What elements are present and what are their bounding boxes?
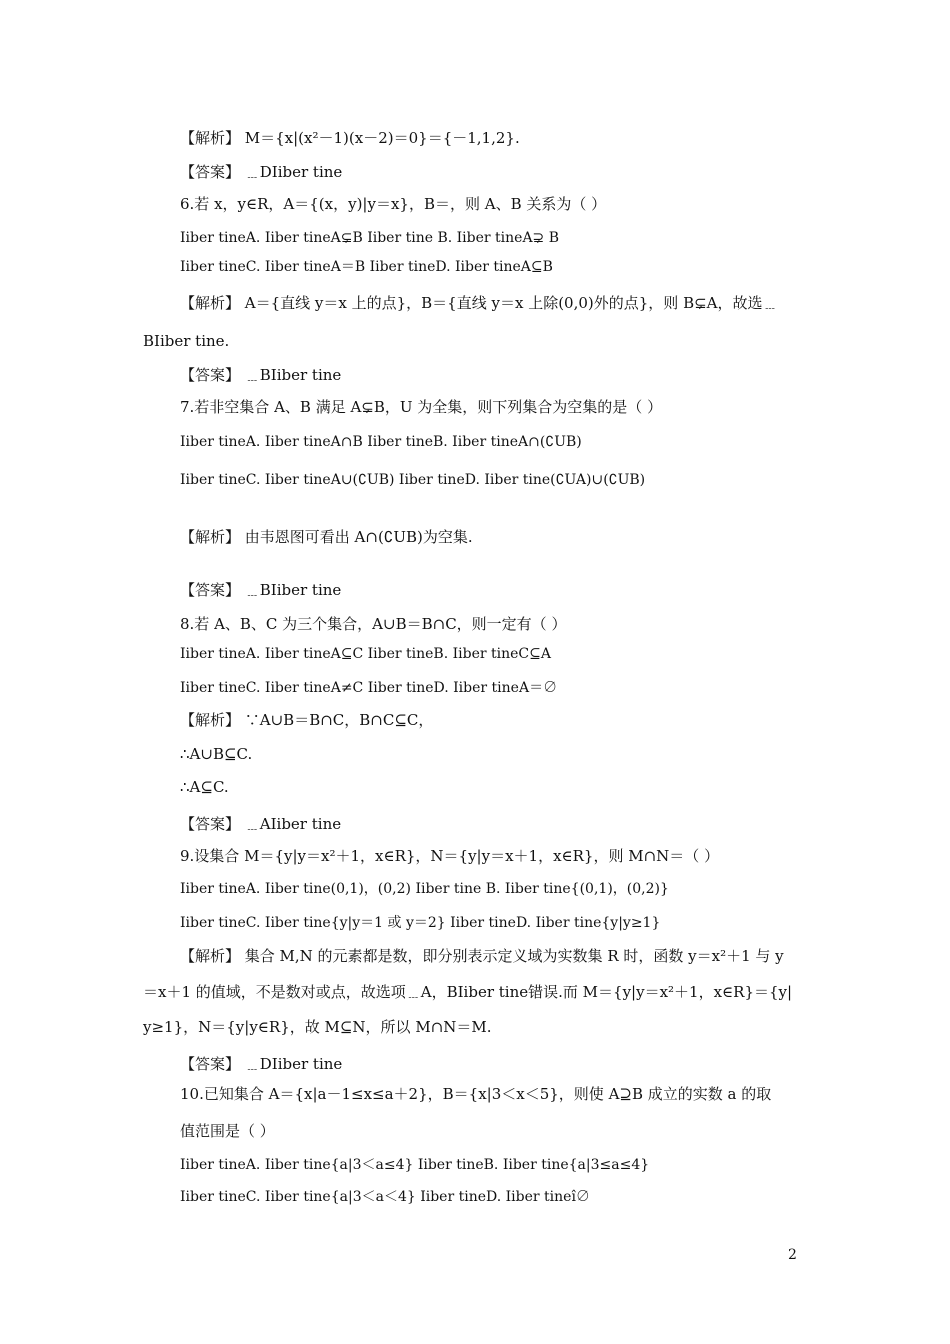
- text-line: ∴A∪B⊆C.: [180, 745, 253, 763]
- text-line: 6.若 x，y∈R，A＝{(x，y)|y＝x}，B＝，则 A、B 关系为（ ）: [180, 195, 607, 213]
- text-line: Iiber tineC. Iiber tine{y|y＝1 或 y＝2} Iiber tineD. Iiber tine{y|y≥1}: [180, 915, 661, 931]
- text-line: 9.设集合 M＝{y|y＝x²＋1，x∈R}，N＝{y|y＝x＋1，x∈R}，则 M∩N＝（ ）: [180, 847, 720, 865]
- text-line: Iiber tineC. Iiber tineA＝B Iiber tineD. Iiber tineA⊆B: [180, 259, 553, 275]
- text-line: 【答案】 ﹍BIiber tine: [180, 581, 342, 599]
- text-line: Iiber tineC. Iiber tineA≠C Iiber tineD. Iiber tineA＝∅: [180, 680, 558, 696]
- text-line: 值范围是（ ）: [180, 1122, 275, 1140]
- text-line: BIiber tine.: [143, 332, 230, 350]
- text-line: 8.若 A、B、C 为三个集合，A∪B＝B∩C，则一定有（ ）: [180, 615, 567, 633]
- text-line: 7.若非空集合 A、B 满足 A⊊B，U 为全集，则下列集合为空集的是（ ）: [180, 398, 663, 416]
- text-line: 10.已知集合 A＝{x|a－1≤x≤a＋2}，B＝{x|3＜x＜5}，则使 A⊇B 成立的实数 a 的取: [180, 1085, 772, 1103]
- text-line: y≥1}，N＝{y|y∈R}，故 M⊆N，所以 M∩N＝M.: [143, 1018, 492, 1036]
- text-line: Iiber tineA. Iiber tine(0,1)，(0,2) Iiber tine B. Iiber tine{(0,1)，(0,2)}: [180, 881, 669, 897]
- text-line: Iiber tineC. Iiber tine{a|3＜a＜4} Iiber tineD. Iiber tineî∅: [180, 1189, 590, 1205]
- text-line: Iiber tineA. Iiber tineA∩B Iiber tineB. Iiber tineA∩(∁UB): [180, 434, 582, 450]
- text-line: 【解析】 A＝{直线 y＝x 上的点}，B＝{直线 y＝x 上除(0,0)外的点}，则 B⊊A，故选﹍: [180, 294, 778, 312]
- text-line: 【答案】 ﹍AIiber tine: [180, 815, 342, 833]
- text-line: 【解析】 M＝{x|(x²－1)(x－2)＝0}＝{－1,1,2}.: [180, 129, 520, 147]
- text-line: Iiber tineC. Iiber tineA∪(∁UB) Iiber tineD. Iiber tine(∁UA)∪(∁UB): [180, 472, 646, 488]
- text-line: 【解析】 ∵A∪B＝B∩C，B∩C⊆C，: [180, 711, 434, 729]
- text-line: Iiber tineA. Iiber tineA⊊B Iiber tine B. Iiber tineA⊋ B: [180, 230, 560, 246]
- text-line: 【答案】 ﹍DIiber tine: [180, 1055, 343, 1073]
- text-line: Iiber tineA. Iiber tineA⊆C Iiber tineB. Iiber tineC⊆A: [180, 646, 551, 662]
- text-line: ＝x＋1 的值域，不是数对或点，故选项﹍A，BIiber tine错误.而 M＝{y|y＝x²＋1，x∈R}＝{y|: [143, 983, 793, 1001]
- text-line: 【答案】 ﹍DIiber tine: [180, 163, 343, 181]
- text-line: Iiber tineA. Iiber tine{a|3＜a≤4} Iiber tineB. Iiber tine{a|3≤a≤4}: [180, 1157, 650, 1173]
- text-line: ∴A⊆C.: [180, 778, 229, 796]
- text-line: 【解析】 由韦恩图可看出 A∩(∁UB)为空集.: [180, 528, 473, 546]
- text-line: 【答案】 ﹍BIiber tine: [180, 366, 342, 384]
- text-line: 【解析】 集合 M,N 的元素都是数，即分别表示定义域为实数集 R 时，函数 y＝x²＋1 与 y: [180, 947, 784, 965]
- page-number: 2: [788, 1247, 797, 1263]
